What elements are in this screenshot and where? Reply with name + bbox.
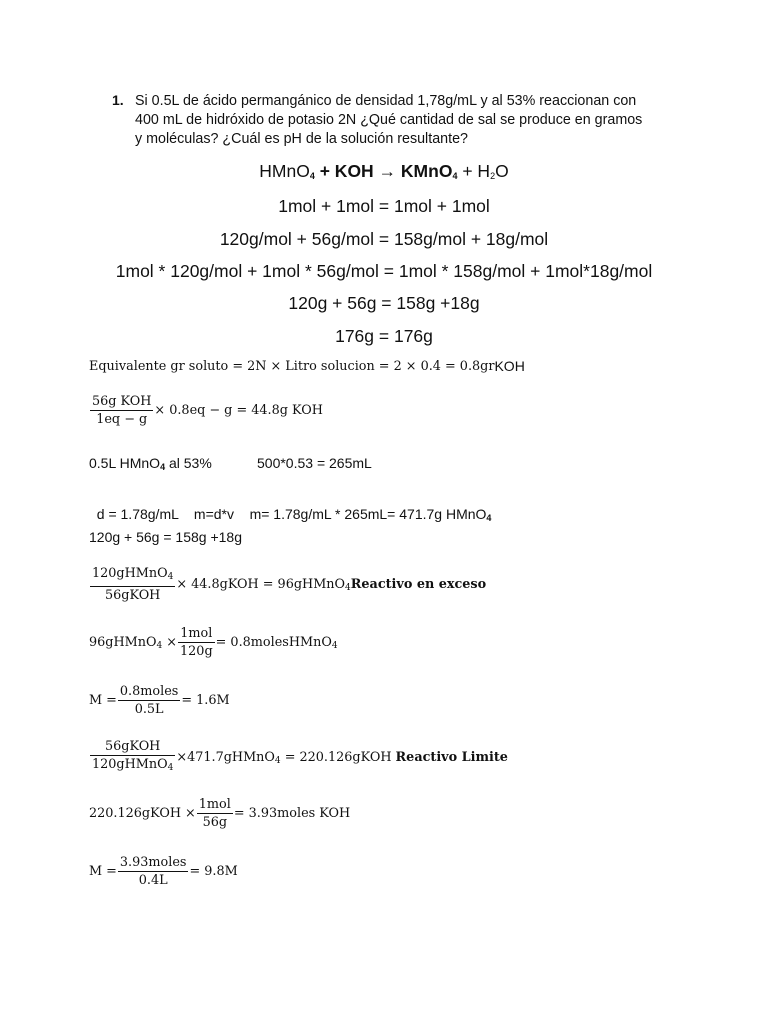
limiting-reagent-calc: $\frac{\text{56gKOH}}{120gHMnO_4}$ ×471.7gHMnO$_4$ = 220.126gKOH Reactivo Limite bbox=[89, 738, 508, 777]
fraction: $\frac{\text{56gKOH}}{120gHMnO_4}$ bbox=[92, 739, 174, 773]
fraction: $\frac{\text{56g KOH}}{1eq - g}$ bbox=[92, 394, 152, 427]
product-kmno4: KMnO$_4$ bbox=[400, 161, 458, 181]
moles-koh-calc: 220.126gKOH × $\frac{\text{1mol}}{56g}$ = 3.93moles KOH bbox=[89, 797, 351, 830]
balance-molar-masses: 120g/mol + 56g/mol = 158g/mol + 18g/mol bbox=[219, 229, 549, 249]
fraction: $\frac{\text{1mol}}{56g}$ bbox=[198, 797, 231, 830]
fraction: $\frac{\text{3.93moles}}{0.4L}$ bbox=[119, 855, 187, 888]
fraction: $\frac{\text{1mol}}{120g}$ bbox=[180, 626, 213, 659]
molarity-koh-calc: M = $\frac{\text{3.93moles}}{0.4L}$ = 9.8M bbox=[89, 855, 238, 888]
question-line-3: y moléculas? ¿Cuál es pH de la solución resultante? bbox=[135, 131, 468, 147]
question-line-1: Si 0.5L de ácido permangánico de densidad 1,78g/mL y al 53% reaccionan con bbox=[135, 93, 637, 109]
excess-reagent-calc: $\frac{120gHMnO_4}{\text{56gKOH}}$ × 44.8gKOH = 96gHMnO$_4$ Reactivo en exceso bbox=[92, 566, 487, 603]
excess-label: Reactivo en exceso bbox=[350, 577, 487, 592]
equivalente-line: Equivalente gr soluto = 2N × Litro solucion = 2 × 0.4 = 0.8gr KOH bbox=[89, 358, 525, 374]
reactant-hmno4: HMnO$_4$ bbox=[259, 161, 315, 181]
limiting-label: Reactivo Limite bbox=[395, 750, 508, 765]
reactant-koh: + KOH → bbox=[314, 161, 401, 181]
balance-moles: 1mol + 1mol = 1mol + 1mol bbox=[278, 196, 490, 216]
mass-balance-line: 120g + 56g = 158g +18g bbox=[89, 529, 242, 545]
density-mass-line: d = 1.78g/mL m=d*v m= 1.78g/mL * 265mL= 471.7g HMnO$_4$ bbox=[96, 506, 492, 523]
product-water: + $H_2O$ bbox=[457, 161, 509, 181]
hmno4-volume-calc: 500*0.53 = 265mL bbox=[257, 455, 372, 471]
question-line-2: 400 mL de hidróxido de potasio 2N ¿Qué cantidad de sal se produce en gramos bbox=[135, 112, 643, 128]
reaction-equation bbox=[0, 161, 768, 182]
fraction: $\frac{120gHMnO_4}{\text{56gKOH}}$ bbox=[92, 566, 174, 603]
molarity-hmno4-calc: M = $\frac{\text{0.8moles}}{0.5L}$ = 1.6M bbox=[89, 684, 230, 717]
hmno4-volume-line: 0.5L HMnO$_4$ al 53% bbox=[89, 455, 212, 472]
koh-grams-calc: $\frac{\text{56g KOH}}{1eq - g}$ × 0.8eq − g = 44.8g KOH bbox=[92, 394, 323, 427]
balance-grams: 120g + 56g = 158g +18g bbox=[288, 293, 480, 313]
balance-total: 176g = 176g bbox=[335, 326, 433, 346]
balance-mol-times-mass: 1mol * 120g/mol + 1mol * 56g/mol = 1mol * 158g/mol + 1mol*18g/mol bbox=[115, 261, 653, 281]
question-number: 1. bbox=[112, 92, 124, 108]
fraction: $\frac{\text{0.8moles}}{0.5L}$ bbox=[119, 684, 179, 717]
moles-hmno4-calc: 96gHMnO$_4$ × $\frac{\text{1mol}}{120g}$ = 0.8molesHMnO$_4$ bbox=[89, 626, 338, 659]
